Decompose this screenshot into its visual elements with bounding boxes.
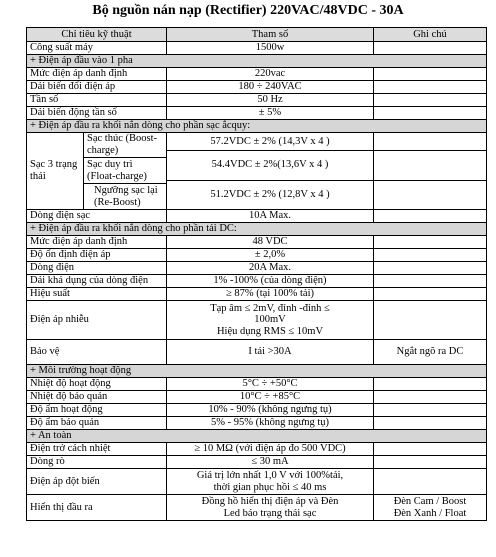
row-value: ± 2,0% bbox=[167, 249, 374, 262]
table-row bbox=[27, 443, 487, 456]
row-note bbox=[374, 391, 487, 404]
noise-line: Hiệu dụng RMS ≤ 10mV bbox=[216, 325, 324, 337]
row-note bbox=[374, 262, 487, 275]
table-row bbox=[27, 275, 487, 288]
row-note bbox=[374, 210, 487, 223]
row-note bbox=[374, 288, 487, 301]
row-value: 180 ÷ 240VAC bbox=[167, 81, 374, 94]
table-row bbox=[27, 378, 487, 391]
display-line: Đồng hồ hiển thị điện áp và Đèn bbox=[201, 496, 339, 507]
row-value: 220vac bbox=[167, 68, 374, 81]
row-label: Điện áp nhiễu bbox=[27, 301, 167, 340]
row-note bbox=[374, 81, 487, 94]
charge-group-label: Sạc 3 trạng thái bbox=[27, 133, 84, 209]
spec-table bbox=[26, 27, 487, 521]
display-note-line: Đèn Xanh / Float bbox=[393, 507, 467, 519]
row-label: Dòng điện bbox=[27, 262, 167, 275]
noise-row bbox=[27, 301, 487, 340]
row-value: 5°C ÷ +50°C bbox=[167, 378, 374, 391]
table-row bbox=[27, 210, 487, 223]
row-value: 20A Max. bbox=[167, 262, 374, 275]
row-label: Nhiệt độ bảo quản bbox=[27, 391, 167, 404]
row-label: Nhiệt độ hoạt động bbox=[27, 378, 167, 391]
row-note: Ngắt ngõ ra DC bbox=[374, 340, 487, 365]
row-value: 54.4VDC ± 2%(13,6V x 4 ) bbox=[167, 151, 374, 180]
charge-sub-label: Sạc thúc (Boost-charge) bbox=[84, 133, 167, 158]
row-value: 5% - 95% (không ngưng tụ) bbox=[167, 417, 374, 430]
section-title: + Điện áp đầu ra khối nắn dòng cho phần sạc ắcquy: bbox=[27, 120, 487, 133]
row-label: Hiển thị đầu ra bbox=[27, 495, 167, 521]
display-row bbox=[27, 495, 487, 521]
header-note: Ghi chú bbox=[374, 28, 487, 42]
row-label: Tần số bbox=[27, 94, 167, 107]
section-row bbox=[27, 430, 487, 443]
row-label: Độ ổn định điện áp bbox=[27, 249, 167, 262]
row-value: 50 Hz bbox=[167, 94, 374, 107]
noise-line: 100mV bbox=[254, 314, 286, 326]
row-value: 48 VDC bbox=[167, 236, 374, 249]
row-note bbox=[374, 378, 487, 391]
table-row bbox=[27, 236, 487, 249]
row-note bbox=[374, 301, 487, 340]
table-row bbox=[27, 68, 487, 81]
row-label: Dòng điện sạc bbox=[27, 210, 167, 223]
display-line: Led báo trạng thái sạc bbox=[223, 507, 317, 519]
row-value: ≥ 10 MΩ (với điện áp đo 500 VDC) bbox=[167, 443, 374, 456]
row-label: Độ ẩm hoạt động bbox=[27, 404, 167, 417]
row-label: Độ ẩm bảo quản bbox=[27, 417, 167, 430]
row-note bbox=[374, 107, 487, 120]
row-value: 10A Max. bbox=[167, 210, 374, 223]
document-title: Bộ nguồn nán nạp (Rectifier) 220VAC/48VDC - 30A bbox=[92, 3, 404, 18]
table-row bbox=[27, 107, 487, 120]
table-row bbox=[27, 262, 487, 275]
row-note bbox=[374, 443, 487, 456]
table-row bbox=[27, 94, 487, 107]
section-title: + An toàn bbox=[27, 430, 487, 443]
section-row bbox=[27, 55, 487, 68]
row-value: 10°C ÷ +85°C bbox=[167, 391, 374, 404]
row-note bbox=[374, 404, 487, 417]
table-row bbox=[27, 391, 487, 404]
row-note bbox=[374, 151, 487, 180]
row-note bbox=[374, 249, 487, 262]
row-value: 1% -100% (của dòng điện) bbox=[167, 275, 374, 288]
table-row bbox=[27, 249, 487, 262]
surge-value bbox=[167, 469, 374, 495]
row-note bbox=[374, 68, 487, 81]
header-param: Tham số bbox=[167, 28, 374, 42]
row-label: Điện áp đột biến bbox=[27, 469, 167, 495]
row-label: Mức điện áp danh định bbox=[27, 68, 167, 81]
protect-row bbox=[27, 340, 487, 365]
row-value: ≥ 87% (tại 100% tải) bbox=[167, 288, 374, 301]
row-value: 1500w bbox=[167, 42, 374, 55]
noise-line: Tạp âm ≤ 2mV, đỉnh -đỉnh ≤ bbox=[210, 302, 330, 314]
row-label: Mức điện áp danh định bbox=[27, 236, 167, 249]
row-value: 51.2VDC ± 2% (12,8V x 4 ) bbox=[167, 180, 374, 209]
display-note-line: Đèn Cam / Boost bbox=[393, 496, 467, 507]
section-row bbox=[27, 120, 487, 133]
row-value: ± 5% bbox=[167, 107, 374, 120]
charge-subtable bbox=[27, 133, 166, 209]
row-label: Công suất máy bbox=[27, 42, 167, 55]
row-note bbox=[374, 94, 487, 107]
section-row bbox=[27, 223, 487, 236]
section-title: + Điện áp đầu vào 1 pha bbox=[27, 55, 487, 68]
table-row bbox=[27, 81, 487, 94]
row-value: ≤ 30 mA bbox=[167, 456, 374, 469]
section-row bbox=[27, 365, 487, 378]
table-row bbox=[27, 417, 487, 430]
row-note bbox=[374, 417, 487, 430]
charge-sub-label: Sạc duy trì (Float-charge) bbox=[84, 158, 167, 184]
table-row bbox=[27, 404, 487, 417]
surge-line: Giá trị lớn nhất 1,0 V với 100%tải, bbox=[196, 470, 344, 481]
row-value: I tải >30A bbox=[167, 340, 374, 365]
noise-value bbox=[167, 301, 374, 340]
row-label: Dải biến đổi điện áp bbox=[27, 81, 167, 94]
row-value: 57.2VDC ± 2% (14,3V x 4 ) bbox=[167, 133, 374, 151]
header-spec: Chỉ tiêu kỹ thuật bbox=[27, 28, 167, 42]
surge-line: thời gian phục hồi ≤ 40 ms bbox=[213, 481, 327, 493]
table-row bbox=[27, 42, 487, 55]
row-value: 10% - 90% (không ngưng tụ) bbox=[167, 404, 374, 417]
row-label: Điện trở cách nhiệt bbox=[27, 443, 167, 456]
table-row bbox=[27, 288, 487, 301]
row-label: Hiệu suất bbox=[27, 288, 167, 301]
charge-row bbox=[27, 133, 487, 151]
row-label: Dòng rò bbox=[27, 456, 167, 469]
header-row bbox=[27, 28, 487, 42]
charge-sub-label: Ngưỡng sạc lại (Re-Boost) bbox=[94, 185, 158, 208]
section-title: + Điện áp đầu ra khối nắn dòng cho phần tải DC: bbox=[27, 223, 487, 236]
row-note bbox=[374, 236, 487, 249]
row-note bbox=[374, 469, 487, 495]
surge-row bbox=[27, 469, 487, 495]
row-note bbox=[374, 133, 487, 151]
row-note bbox=[374, 180, 487, 209]
section-title: + Môi trường hoạt động bbox=[27, 365, 487, 378]
row-label: Bảo vệ bbox=[27, 340, 167, 365]
row-note bbox=[374, 275, 487, 288]
row-label: Dải biến động tần số bbox=[27, 107, 167, 120]
display-note bbox=[374, 495, 487, 521]
charge-group-cell bbox=[27, 133, 167, 210]
row-note bbox=[374, 456, 487, 469]
row-note bbox=[374, 42, 487, 55]
row-label: Dải khả dụng của dòng điện bbox=[27, 275, 167, 288]
display-value bbox=[167, 495, 374, 521]
table-row bbox=[27, 456, 487, 469]
